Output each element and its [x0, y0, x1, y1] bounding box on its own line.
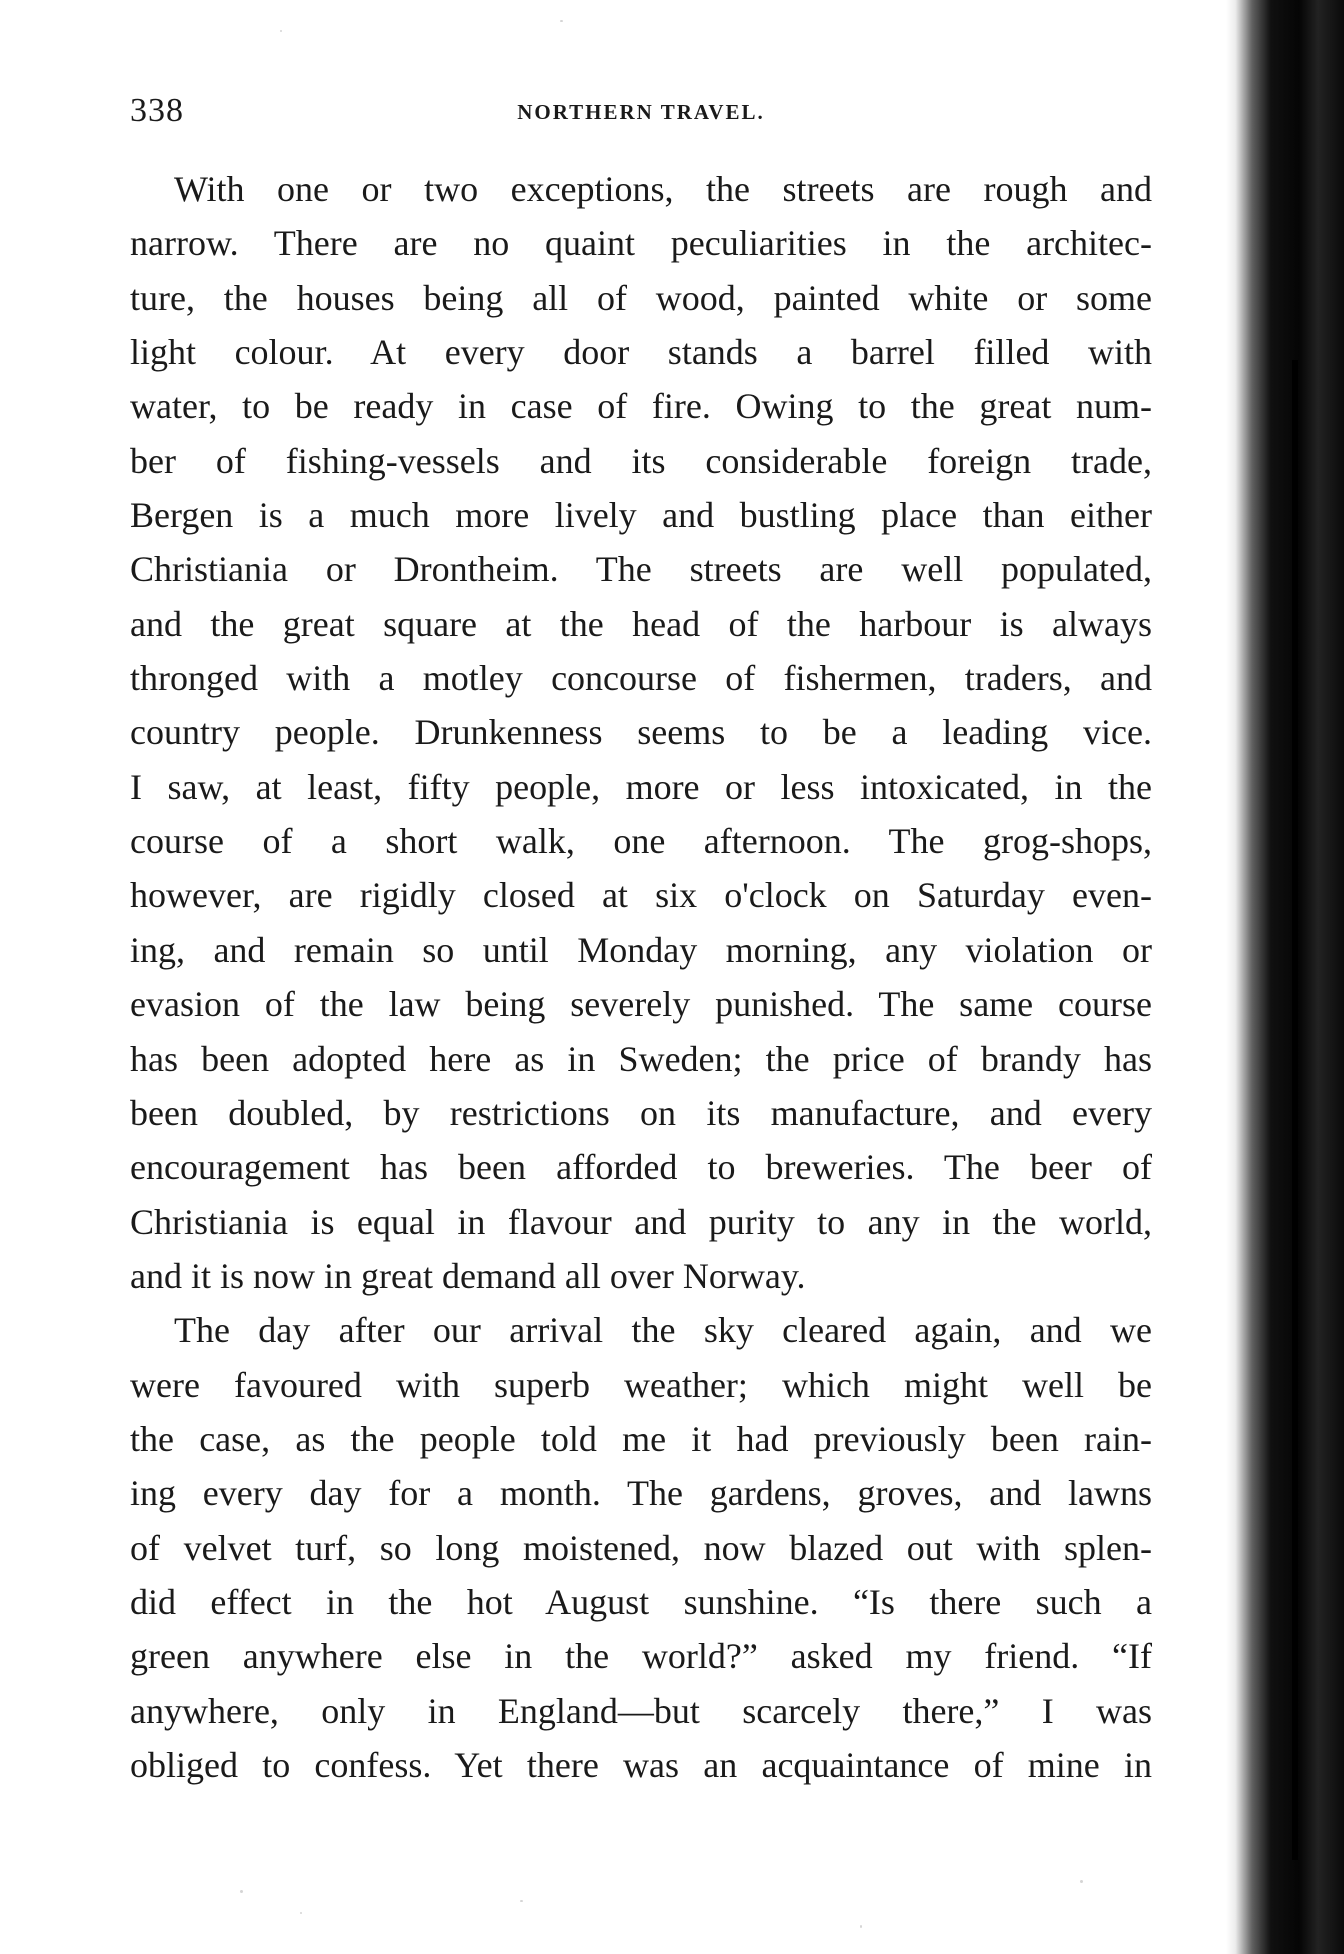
- text-line: has been adopted here as in Sweden; the price of brandy has: [130, 1038, 1152, 1079]
- text-line: green anywhere else in the world?” asked my friend. “If: [130, 1636, 1152, 1677]
- paragraph-1: [130, 162, 1152, 1303]
- text-line: ing, and remain so until Monday morning, any violation or: [130, 929, 1152, 970]
- text-line: water, to be ready in case of fire. Owing to the great num-: [130, 386, 1152, 427]
- text-line: ing every day for a month. The gardens, groves, and lawns: [130, 1473, 1152, 1514]
- body-text: [130, 162, 1152, 1792]
- text-line: Christiania or Drontheim. The streets are well populated,: [130, 549, 1152, 590]
- text-line: With one or two exceptions, the streets are rough and: [174, 169, 1152, 209]
- text-line: narrow. There are no quaint peculiarities in the architec-: [130, 223, 1152, 264]
- text-line: however, are rigidly closed at six o'clock on Saturday even-: [130, 875, 1152, 916]
- text-line: thronged with a motley concourse of fishermen, traders, and: [130, 658, 1152, 699]
- paper-speckle: [280, 30, 282, 32]
- text-line: Bergen is a much more lively and bustling place than either: [130, 495, 1152, 536]
- text-line: Christiania is equal in flavour and purity to any in the world,: [130, 1201, 1152, 1242]
- text-line: course of a short walk, one afternoon. The grog-shops,: [130, 821, 1152, 862]
- paper-speckle: [300, 1912, 302, 1914]
- text-line: ber of fishing-vessels and its considerable foreign trade,: [130, 440, 1152, 481]
- page-number: 338: [130, 92, 184, 129]
- running-title: NORTHERN TRAVEL.: [517, 100, 765, 124]
- text-line: the case, as the people told me it had previously been rain-: [130, 1418, 1152, 1459]
- paper-speckle: [240, 1890, 243, 1893]
- text-line: encouragement has been afforded to breweries. The beer of: [130, 1147, 1152, 1188]
- text-line: light colour. At every door stands a barrel filled with: [130, 332, 1152, 373]
- text-line: and it is now in great demand all over Norway.: [130, 1255, 806, 1296]
- paper-speckle: [560, 20, 563, 22]
- paper-speckle: [860, 1925, 862, 1928]
- binding-shadow: [1226, 0, 1344, 1954]
- text-line: and the great square at the head of the harbour is always: [130, 603, 1152, 644]
- text-line: did effect in the hot August sunshine. “Is there such a: [130, 1581, 1152, 1622]
- running-head: [130, 92, 1152, 132]
- paragraph-2: [130, 1303, 1152, 1792]
- text-line: of velvet turf, so long moistened, now blazed out with splen-: [130, 1527, 1152, 1568]
- text-line: I saw, at least, fifty people, more or less intoxicated, in the: [130, 766, 1152, 807]
- text-line: evasion of the law being severely punished. The same course: [130, 984, 1152, 1025]
- paper-speckle: [1080, 1880, 1083, 1883]
- text-line: The day after our arrival the sky cleared again, and we: [174, 1310, 1152, 1351]
- paper-speckle: [520, 1900, 523, 1902]
- text-line: been doubled, by restrictions on its manufacture, and every: [130, 1092, 1152, 1133]
- text-line: ture, the houses being all of wood, painted white or some: [130, 277, 1152, 318]
- text-line: anywhere, only in England—but scarcely there,” I was: [130, 1690, 1152, 1731]
- text-line: were favoured with superb weather; which might well be: [130, 1364, 1152, 1405]
- text-line: country people. Drunkenness seems to be a leading vice.: [130, 712, 1152, 753]
- text-line: obliged to confess. Yet there was an acquaintance of mine in: [130, 1744, 1152, 1785]
- binding-edge: [1292, 360, 1298, 1860]
